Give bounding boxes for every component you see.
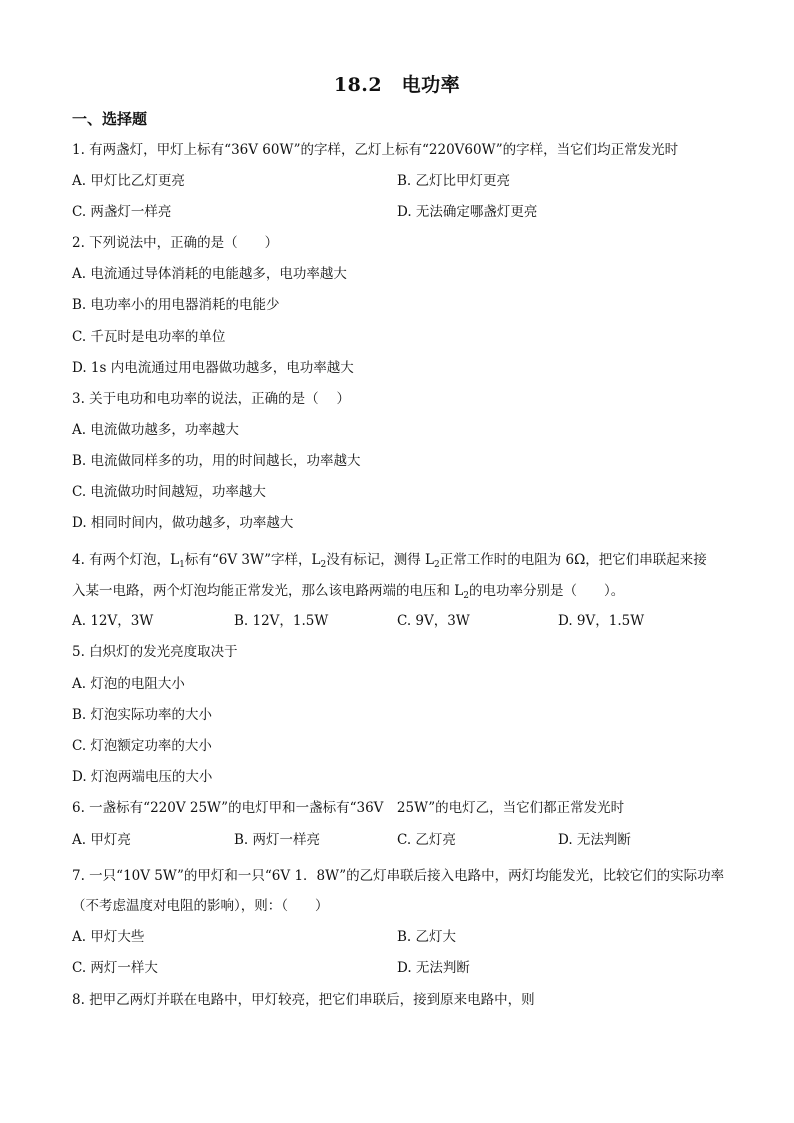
stem-text: 标有“6V 3W”字样，L [184, 552, 321, 568]
stem-text: 的电功率分别是（ ）。 [469, 583, 625, 599]
stem-text: 正常工作时的电阻为 6Ω，把它们串联起来接 [439, 552, 707, 568]
question-2-option-a: A. 电流通过导体消耗的电能越多，电功率越大 [72, 266, 347, 282]
question-1-option-d: D. 无法确定哪盏灯更亮 [397, 204, 538, 220]
question-7-option-b: B. 乙灯大 [397, 929, 457, 945]
question-5-option-a: A. 灯泡的电阻大小 [72, 676, 185, 692]
question-7-option-a: A. 甲灯大些 [72, 929, 145, 945]
stem-text: 入某一电路，两个灯泡均能正常发光，那么该电路两端的电压和 L [72, 583, 464, 599]
question-6-option-d: D. 无法判断 [558, 832, 631, 848]
question-2-stem: 2. 下列说法中，正确的是（ ） [72, 235, 279, 251]
question-5-option-d: D. 灯泡两端电压的大小 [72, 769, 213, 785]
question-4-option-b: B. 12V，1.5W [234, 613, 329, 629]
section-heading: 一、选择题 [72, 110, 148, 128]
stem-text: 没有标记，测得 L [326, 552, 434, 568]
question-2-option-b: B. 电功率小的用电器消耗的电能少 [72, 297, 280, 313]
subscript: 2 [434, 560, 440, 570]
question-1-option-c: C. 两盏灯一样亮 [72, 204, 172, 220]
question-1-option-a: A. 甲灯比乙灯更亮 [72, 173, 185, 189]
stem-text: 4. 有两个灯泡，L [72, 552, 180, 568]
question-5-stem: 5. 白炽灯的发光亮度取决于 [72, 644, 238, 660]
question-5-option-c: C. 灯泡额定功率的大小 [72, 738, 212, 754]
question-1-stem: 1. 有两盏灯，甲灯上标有“36V 60W”的字样，乙灯上标有“220V60W”的字样，当它们均正常发光时 [72, 142, 679, 158]
question-8-stem: 8. 把甲乙两灯并联在电路中，甲灯较亮，把它们串联后，接到原来电路中，则 [72, 992, 535, 1008]
subscript: 2 [320, 560, 327, 570]
question-3-option-d: D. 相同时间内，做功越多，功率越大 [72, 515, 294, 531]
question-6-option-b: B. 两灯一样亮 [234, 832, 321, 848]
question-2-option-c: C. 千瓦时是电功率的单位 [72, 329, 226, 345]
question-3-option-c: C. 电流做功时间越短，功率越大 [72, 484, 266, 500]
question-4-stem-line-1 [72, 551, 707, 569]
question-5-option-b: B. 灯泡实际功率的大小 [72, 707, 213, 723]
question-4-stem-line-2 [72, 582, 624, 600]
page-title: 18.2 电功率 [333, 74, 461, 96]
question-3-option-a: A. 电流做功越多，功率越大 [72, 422, 239, 438]
question-4-option-a: A. 12V，3W [72, 613, 154, 629]
question-7-option-c: C. 两灯一样大 [72, 960, 158, 976]
question-6-stem: 6. 一盏标有“220V 25W”的电灯甲和一盏标有“36V 25W”的电灯乙，当它们都正常发光时 [72, 800, 625, 816]
question-6-option-a: A. 甲灯亮 [72, 832, 131, 848]
question-3-option-b: B. 电流做同样多的功，用的时间越长，功率越大 [72, 453, 361, 469]
question-4-option-d: D. 9V，1.5W [558, 613, 645, 629]
question-7-option-d: D. 无法判断 [397, 960, 470, 976]
question-1-option-b: B. 乙灯比甲灯更亮 [397, 173, 511, 189]
question-3-stem: 3. 关于电功和电功率的说法，正确的是（ ） [72, 391, 350, 407]
subscript: 1 [179, 560, 185, 570]
question-2-option-d: D. 1s 内电流通过用电器做功越多，电功率越大 [72, 360, 354, 376]
subscript: 2 [463, 591, 469, 601]
question-6-option-c: C. 乙灯亮 [397, 832, 456, 848]
question-7-stem-line-1: 7. 一只“10V 5W”的甲灯和一只“6V 1．8W”的乙灯串联后接入电路中，两灯均能发光，比较它们的实际功率 [72, 868, 725, 884]
question-4-option-c: C. 9V，3W [397, 613, 470, 629]
question-7-stem-line-2: （不考虑温度对电阻的影响），则：（ ） [72, 898, 329, 914]
